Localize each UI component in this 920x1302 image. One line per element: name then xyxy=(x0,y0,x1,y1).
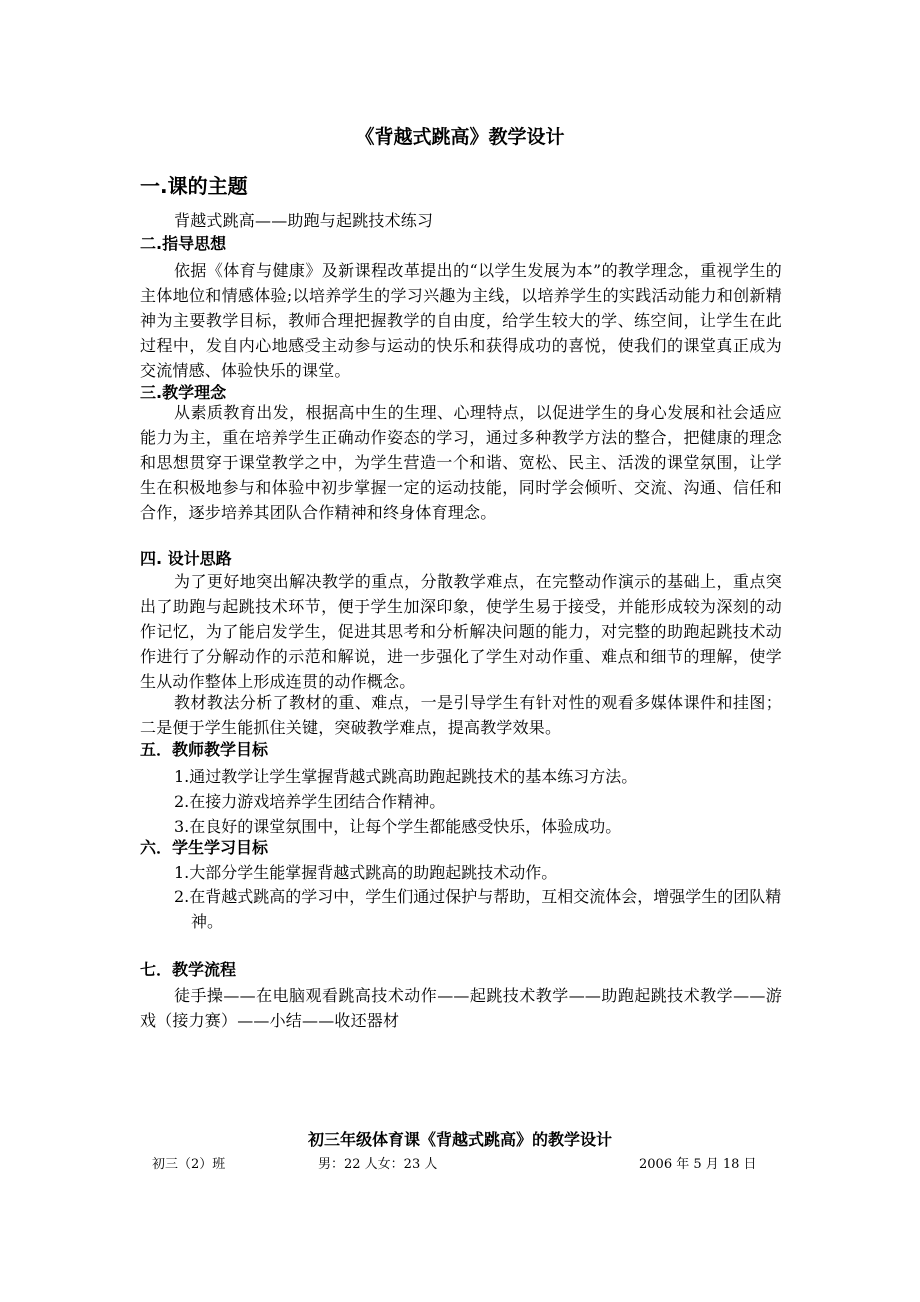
date-label: 2006 年 5 月 18 日 xyxy=(639,1157,757,1172)
document-title: 《背越式跳高》教学设计 xyxy=(355,126,565,148)
section-2-heading: 二.指导思想 xyxy=(140,234,227,253)
student-goal-item: 1.大部分学生能掌握背越式跳高的助跑起跳技术动作。 xyxy=(174,863,558,882)
teacher-goal-item: 3.在良好的课堂氛围中，让每个学生都能感受快乐，体验成功。 xyxy=(174,817,622,836)
section-1-heading: 一.课的主题 xyxy=(140,174,248,198)
section-3-text: 从素质教育出发，根据高中生的生理、心理特点，以促进学生的身心发展和社会适应能力为主，重在培养学生正确动作姿态的学习，通过多种教学方法的整合，把健康的理念和思想贯穿于课堂教学之中，为学生营造一个和谐、宽松、民主、活泼的课堂氛围，让学生在积极地参与和体验中初步掌握一定的运动技能，同时学会倾听、交流、沟通、信任和合作，逐步培养其团队合作精神和终身体育理念。 xyxy=(140,403,782,522)
section-5-heading: 五．教师教学目标 xyxy=(140,740,269,759)
student-goal-item: 2.在背越式跳高的学习中，学生们通过保护与帮助，互相交流体会，增强学生的团队精神。 xyxy=(174,887,782,931)
section-1-text: 背越式跳高——助跑与起跳技术练习 xyxy=(174,211,434,230)
teacher-goal-item: 2.在接力游戏培养学生团结合作精神。 xyxy=(174,792,446,811)
section-4-heading: 四. 设计思路 xyxy=(140,549,232,568)
section-2-text: 依据《体育与健康》及新课程改革提出的“以学生发展为本”的教学理念，重视学生的主体地位和情感体验;以培养学生的学习兴趣为主线，以培养学生的实践活动能力和创新精神为主要教学目标，教师合理把握教学的自由度，给学生较大的学、练空间，让学生在此过程中，发自内心地感受主动参与运动的快乐和获得成功的喜悦，使我们的课堂真正成为交流情感、体验快乐的课堂。 xyxy=(140,261,782,380)
section-4-text-1: 为了更好地突出解决教学的重点，分散教学难点，在完整动作演示的基础上，重点突出了助跑与起跳技术环节，便于学生加深印象，使学生易于接受，并能形成较为深刻的动作记忆，为了能启发学生，促进其思考和分析解决问题的能力，对完整的助跑起跳技术动作进行了分解动作的示范和解说，进一步强化了学生对动作重、难点和细节的理解，使学生从动作整体上形成连贯的动作概念。 xyxy=(140,572,782,691)
student-count: 男：22 人女：23 人 xyxy=(318,1157,438,1172)
section-7-heading: 七．教学流程 xyxy=(140,960,237,979)
class-label: 初三（2）班 xyxy=(152,1157,226,1172)
section-6-heading: 六．学生学习目标 xyxy=(140,838,269,857)
section-4-text-2: 教材教法分析了教材的重、难点，一是引导学生有针对性的观看多媒体课件和挂图；二是便于学生能抓住关键，突破教学难点，提高教学效果。 xyxy=(140,693,782,737)
section-7-text: 徒手操——在电脑观看跳高技术动作——起跳技术教学——助跑起跳技术教学——游戏（接力赛）——小结——收还器材 xyxy=(140,986,782,1030)
teacher-goal-item: 1.通过教学让学生掌握背越式跳高助跑起跳技术的基本练习方法。 xyxy=(174,767,638,786)
footer-title: 初三年级体育课《背越式跳高》的教学设计 xyxy=(307,1130,612,1149)
section-3-heading: 三.教学理念 xyxy=(140,383,227,402)
